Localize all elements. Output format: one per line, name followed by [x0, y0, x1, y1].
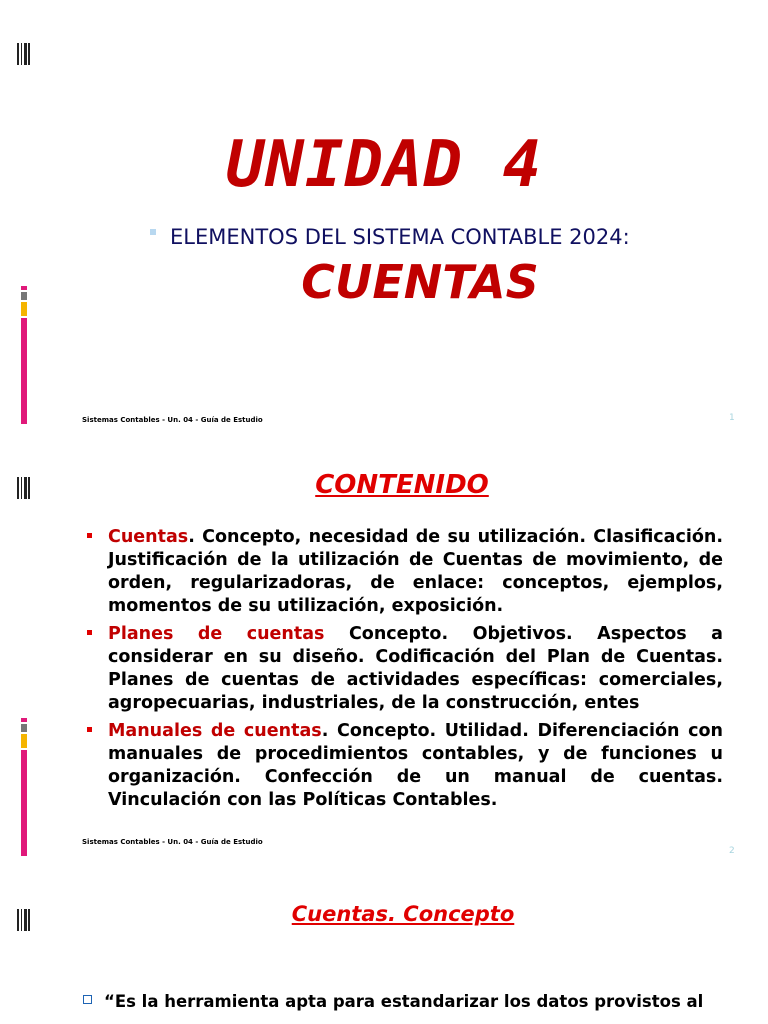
page-number: 1: [729, 413, 735, 423]
section-heading: CONTENIDO: [315, 470, 489, 500]
item-highlight: Manuales de cuentas: [108, 721, 322, 741]
content-list: [108, 526, 723, 817]
slide-3: [0, 864, 768, 1024]
item-text: . Concepto, necesidad de su utilización. Clasificación. Justificación de la utilización de Cuentas de movimiento, de orden, regularizadoras, de enlace: conceptos, ejemplos, momentos de su utilización, exposición.: [108, 527, 723, 616]
slide-footer: Sistemas Contables - Un. 04 - Guía de Estudio: [82, 416, 263, 424]
list-item: [108, 720, 723, 812]
section-heading: Cuentas. Concepto: [291, 902, 515, 926]
bullet-icon: [87, 533, 92, 538]
quote-content: “Es la herramienta apta para estandarizar los datos provistos al: [104, 992, 704, 1011]
list-item: [108, 526, 723, 618]
slide-2: [0, 432, 768, 864]
slide-title: UNIDAD 4: [225, 128, 543, 202]
checkbox-bullet-icon: [83, 995, 92, 1004]
list-item: [108, 623, 723, 715]
item-highlight: Cuentas: [108, 527, 189, 547]
item-text: Concepto. Objetivos. Aspectos a considerar en su diseño. Codificación del Plan de Cuentas. Planes de cuentas de actividades específicas: comerciales, agropecuarias, industriales, de la construcción, entes: [108, 624, 723, 713]
slide-footer: Sistemas Contables - Un. 04 - Guía de Estudio: [82, 838, 263, 846]
item-highlight: Planes de cuentas: [108, 624, 325, 644]
slide-title-2: CUENTAS: [301, 255, 539, 309]
item-text: . Concepto. Utilidad. Diferenciación con manuales de procedimientos contables, y de funciones u organización. Confección de un manual de cuentas. Vinculación con las Políticas Contables.: [108, 721, 723, 810]
bullet-icon: [87, 630, 92, 635]
slide-subtitle: [150, 225, 630, 249]
slide-1: [0, 0, 768, 432]
barcode-icon: [17, 43, 31, 65]
bullet-icon: [150, 229, 156, 235]
quote-text: [104, 991, 723, 1013]
page-number: 2: [729, 846, 735, 856]
subtitle-text: ELEMENTOS DEL SISTEMA CONTABLE 2024:: [170, 225, 630, 249]
bullet-icon: [87, 727, 92, 732]
